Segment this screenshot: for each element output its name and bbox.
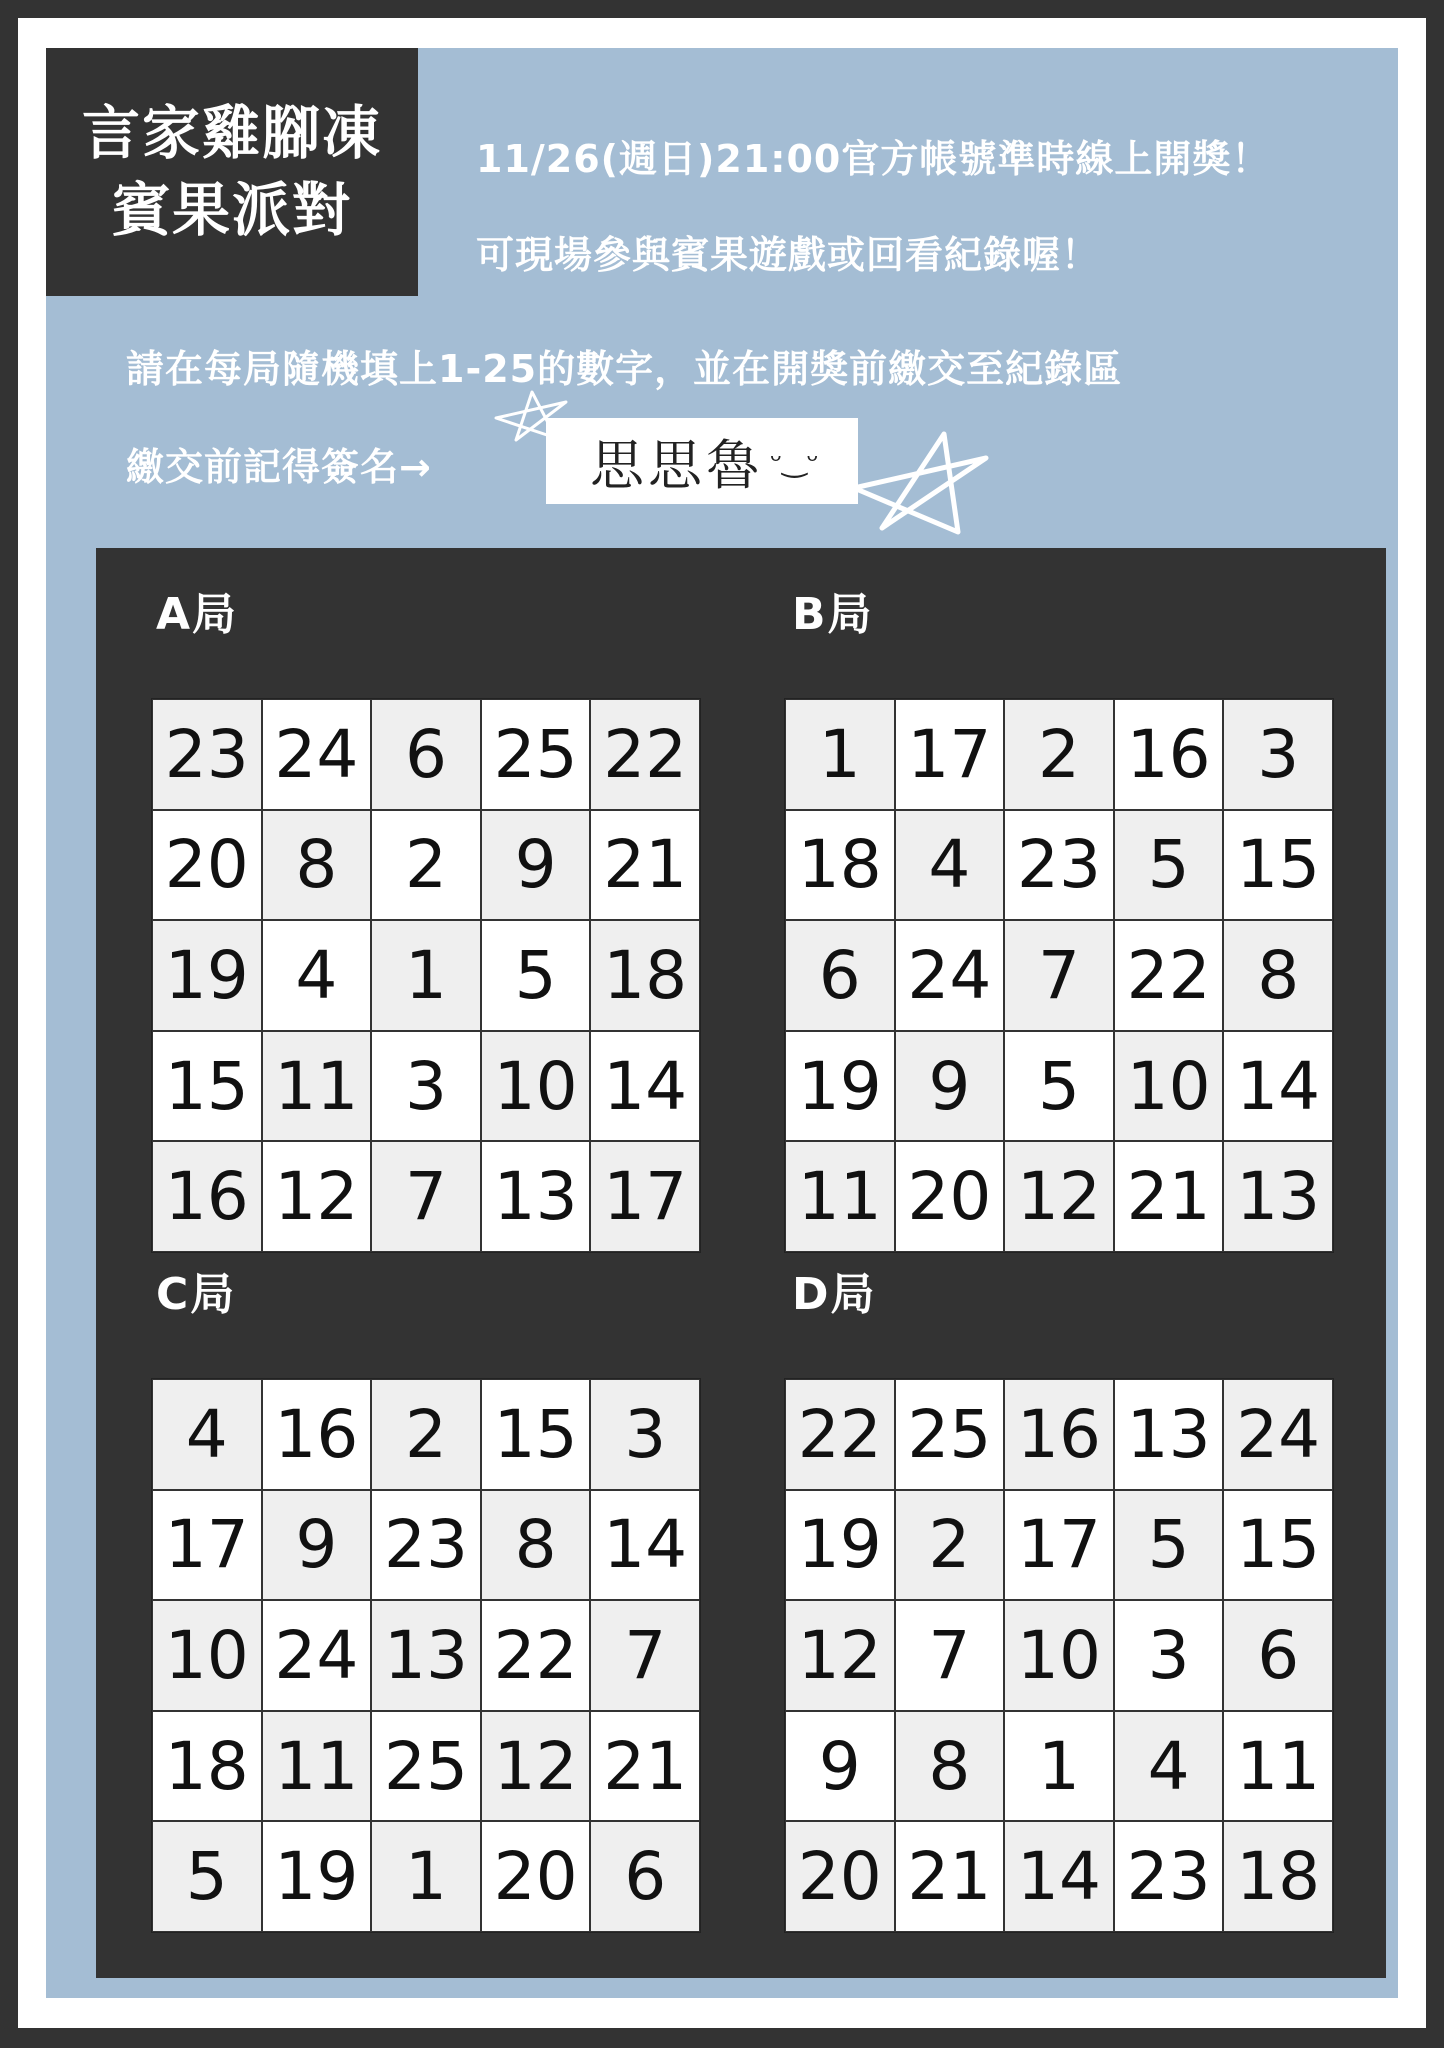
game-b-label: B局 [792, 589, 874, 640]
bingo-cell[interactable]: 15 [1223, 1490, 1333, 1601]
bingo-cell[interactable]: 11 [1223, 1711, 1333, 1822]
game-c-label: C局 [156, 1269, 237, 1320]
bingo-cell[interactable]: 13 [1223, 1141, 1333, 1252]
bingo-cell[interactable]: 2 [371, 1379, 481, 1490]
bingo-cell[interactable]: 3 [590, 1379, 700, 1490]
bingo-cell[interactable]: 10 [152, 1600, 262, 1711]
bingo-cell[interactable]: 20 [895, 1141, 1005, 1252]
bingo-cell[interactable]: 23 [1004, 810, 1114, 921]
bingo-cell[interactable]: 19 [152, 920, 262, 1031]
bingo-grid-b [784, 698, 1334, 1253]
bingo-cell[interactable]: 10 [481, 1031, 591, 1142]
bingo-cell[interactable]: 2 [895, 1490, 1005, 1601]
title-line-1: 言家雞腳凍 [81, 99, 382, 168]
bingo-grid-c [151, 1378, 701, 1933]
bingo-cell[interactable]: 6 [1223, 1600, 1333, 1711]
draw-time-info: 11/26(週日)21:00官方帳號準時線上開獎！ [476, 137, 1271, 181]
bingo-cell[interactable]: 3 [1114, 1600, 1224, 1711]
bingo-cell[interactable]: 5 [1114, 810, 1224, 921]
bingo-cell[interactable]: 21 [895, 1821, 1005, 1932]
fill-instructions: 請在每局隨機填上1-25的數字，並在開獎前繳交至紀錄區 [126, 347, 1123, 391]
bingo-cell[interactable]: 13 [1114, 1379, 1224, 1490]
bingo-cell[interactable]: 17 [895, 699, 1005, 810]
bingo-cell[interactable]: 11 [262, 1031, 372, 1142]
bingo-cell[interactable]: 5 [152, 1821, 262, 1932]
bingo-cell[interactable]: 9 [481, 810, 591, 921]
bingo-cell[interactable]: 21 [590, 810, 700, 921]
bingo-cell[interactable]: 9 [895, 1031, 1005, 1142]
bingo-cell[interactable]: 16 [152, 1141, 262, 1252]
signature-text: 思思魯 [590, 433, 764, 497]
smiley-icon: ᵕ‿ᵕ [770, 443, 819, 479]
bingo-cell[interactable]: 22 [785, 1379, 895, 1490]
bingo-cell[interactable]: 2 [371, 810, 481, 921]
bingo-cell[interactable]: 3 [371, 1031, 481, 1142]
bingo-cell[interactable]: 6 [785, 920, 895, 1031]
bingo-cell[interactable]: 24 [262, 1600, 372, 1711]
bingo-cell[interactable]: 22 [481, 1600, 591, 1711]
bingo-cell[interactable]: 12 [785, 1600, 895, 1711]
bingo-cell[interactable]: 5 [481, 920, 591, 1031]
bingo-cell[interactable]: 4 [1114, 1711, 1224, 1822]
bingo-cell[interactable]: 8 [481, 1490, 591, 1601]
bingo-cell[interactable]: 4 [895, 810, 1005, 921]
bingo-cell[interactable]: 3 [1223, 699, 1333, 810]
bingo-cell[interactable]: 16 [1004, 1379, 1114, 1490]
game-a-label: A局 [156, 589, 239, 640]
bingo-cell[interactable]: 24 [262, 699, 372, 810]
bingo-cell[interactable]: 10 [1114, 1031, 1224, 1142]
bingo-cell[interactable]: 2 [1004, 699, 1114, 810]
bingo-cell[interactable]: 1 [785, 699, 895, 810]
signature-reminder: 繳交前記得簽名→ [126, 445, 432, 489]
bingo-cell[interactable]: 20 [785, 1821, 895, 1932]
bingo-cell[interactable]: 25 [481, 699, 591, 810]
bingo-cell[interactable]: 8 [262, 810, 372, 921]
bingo-cell[interactable]: 7 [371, 1141, 481, 1252]
bingo-cell[interactable]: 6 [371, 699, 481, 810]
bingo-cell[interactable]: 7 [590, 1600, 700, 1711]
bingo-cell[interactable]: 19 [262, 1821, 372, 1932]
bingo-cell[interactable]: 13 [481, 1141, 591, 1252]
participation-info: 可現場參與賓果遊戲或回看紀錄喔！ [476, 233, 1101, 277]
bingo-cell[interactable]: 18 [785, 810, 895, 921]
bingo-cell[interactable]: 5 [1114, 1490, 1224, 1601]
bingo-cell[interactable]: 4 [262, 920, 372, 1031]
bingo-board [96, 548, 1386, 1978]
bingo-cell[interactable]: 25 [371, 1711, 481, 1822]
bingo-cell[interactable]: 1 [1004, 1711, 1114, 1822]
bingo-cell[interactable]: 12 [262, 1141, 372, 1252]
bingo-cell[interactable]: 4 [152, 1379, 262, 1490]
bingo-cell[interactable]: 1 [371, 1821, 481, 1932]
bingo-cell[interactable]: 24 [895, 920, 1005, 1031]
bingo-cell[interactable]: 1 [371, 920, 481, 1031]
bingo-cell[interactable]: 9 [262, 1490, 372, 1601]
bingo-cell[interactable]: 15 [481, 1379, 591, 1490]
bingo-cell[interactable]: 18 [1223, 1821, 1333, 1932]
bingo-cell[interactable]: 11 [262, 1711, 372, 1822]
bingo-cell[interactable]: 18 [590, 920, 700, 1031]
bingo-cell[interactable]: 16 [262, 1379, 372, 1490]
bingo-cell[interactable]: 14 [590, 1031, 700, 1142]
bingo-cell[interactable]: 22 [590, 699, 700, 810]
bingo-cell[interactable]: 23 [1114, 1821, 1224, 1932]
bingo-cell[interactable]: 15 [1223, 810, 1333, 921]
bingo-cell[interactable]: 14 [1223, 1031, 1333, 1142]
bingo-cell[interactable]: 8 [895, 1711, 1005, 1822]
bingo-cell[interactable]: 18 [152, 1711, 262, 1822]
bingo-cell[interactable]: 17 [152, 1490, 262, 1601]
bingo-cell[interactable]: 19 [785, 1031, 895, 1142]
bingo-cell[interactable]: 10 [1004, 1600, 1114, 1711]
bingo-grid-a [151, 698, 701, 1253]
bingo-cell[interactable]: 14 [590, 1490, 700, 1601]
bingo-cell[interactable]: 15 [152, 1031, 262, 1142]
bingo-cell[interactable]: 17 [590, 1141, 700, 1252]
bingo-cell[interactable]: 25 [895, 1379, 1005, 1490]
bingo-cell[interactable]: 12 [481, 1711, 591, 1822]
bingo-cell[interactable]: 11 [785, 1141, 895, 1252]
bingo-cell[interactable]: 9 [785, 1711, 895, 1822]
signature-box[interactable] [546, 418, 858, 504]
title-line-2: 賓果派對 [111, 176, 352, 244]
bingo-cell[interactable]: 8 [1223, 920, 1333, 1031]
doodle-star-large-icon [846, 428, 996, 538]
bingo-cell[interactable]: 23 [371, 1490, 481, 1601]
sheet-background [46, 48, 1398, 1998]
bingo-cell[interactable]: 16 [1114, 699, 1224, 810]
bingo-cell[interactable]: 13 [371, 1600, 481, 1711]
bingo-cell[interactable]: 24 [1223, 1379, 1333, 1490]
bingo-cell[interactable]: 22 [1114, 920, 1224, 1031]
bingo-cell[interactable]: 19 [785, 1490, 895, 1601]
bingo-cell[interactable]: 17 [1004, 1490, 1114, 1601]
title-box [46, 48, 418, 296]
bingo-cell[interactable]: 21 [1114, 1141, 1224, 1252]
bingo-cell[interactable]: 14 [1004, 1821, 1114, 1932]
bingo-cell[interactable]: 7 [895, 1600, 1005, 1711]
bingo-sheet [18, 18, 1426, 2028]
bingo-cell[interactable]: 7 [1004, 920, 1114, 1031]
game-d-label: D局 [792, 1269, 877, 1320]
bingo-cell[interactable]: 6 [590, 1821, 700, 1932]
bingo-cell[interactable]: 20 [152, 810, 262, 921]
bingo-cell[interactable]: 23 [152, 699, 262, 810]
bingo-cell[interactable]: 21 [590, 1711, 700, 1822]
bingo-cell[interactable]: 12 [1004, 1141, 1114, 1252]
bingo-grid-d [784, 1378, 1334, 1933]
bingo-cell[interactable]: 5 [1004, 1031, 1114, 1142]
bingo-cell[interactable]: 20 [481, 1821, 591, 1932]
